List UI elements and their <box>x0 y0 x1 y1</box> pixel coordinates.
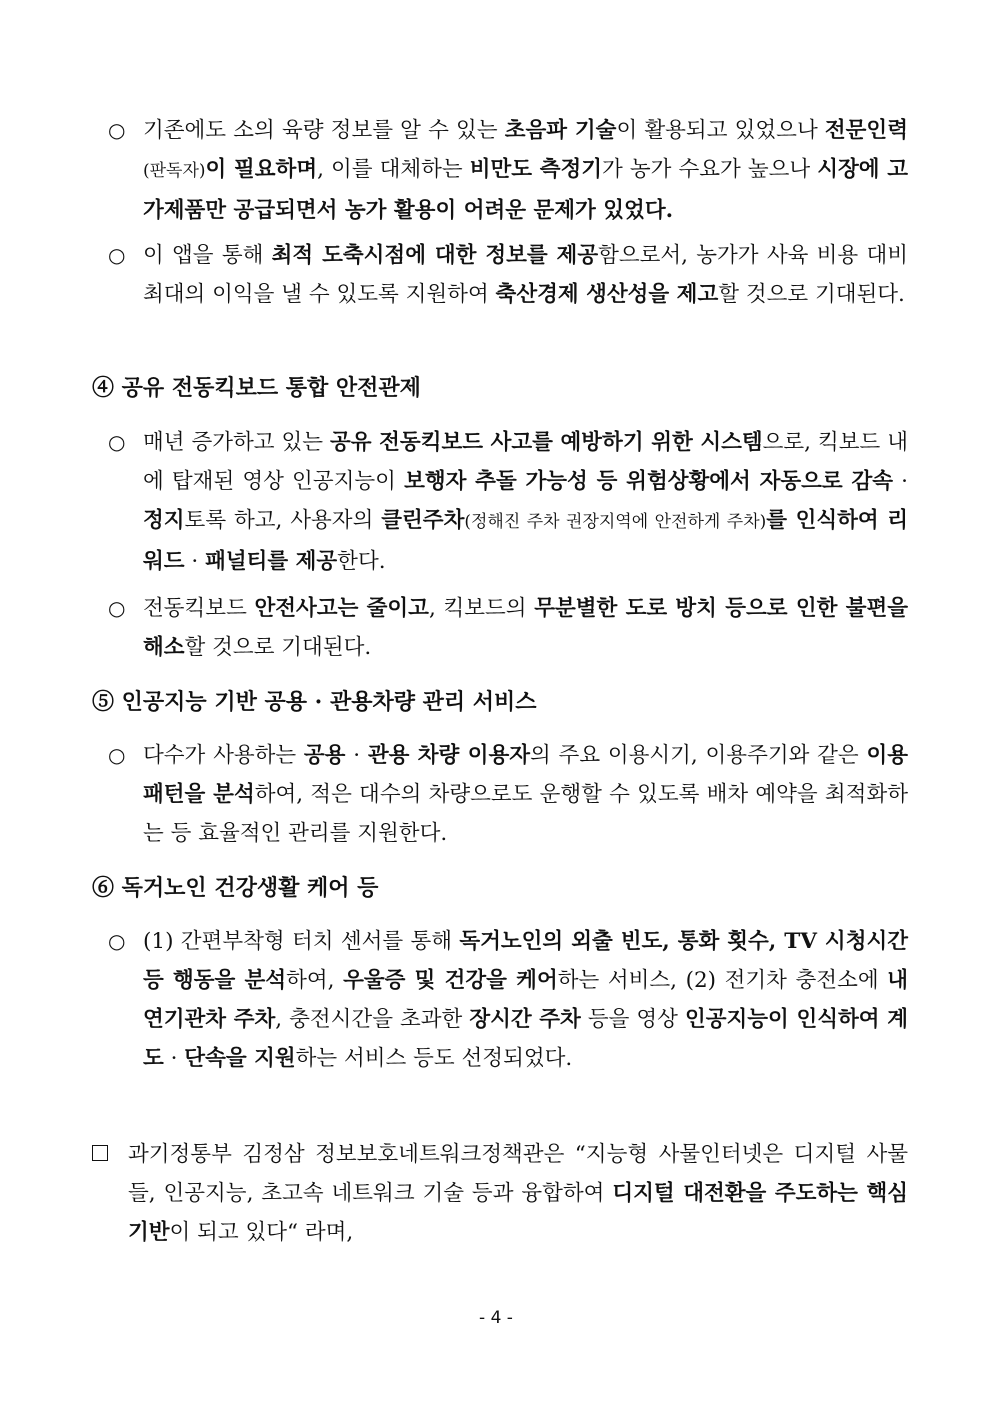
section-heading-vehicle: ⑤ 인공지능 기반 공용 · 관용차량 관리 서비스 <box>92 689 537 715</box>
paragraph-elderly-care <box>108 922 908 1078</box>
section-heading-kickboard: ④ 공유 전동킥보드 통합 안전관제 <box>92 375 421 401</box>
page-number: - 4 - <box>479 1308 513 1328</box>
circle-bullet-icon: ○ <box>108 243 126 267</box>
circle-bullet-icon: ○ <box>108 743 126 767</box>
paragraph-text: 과기정통부 김정삼 정보보호네트워크정책관은 “지능형 사물인터넷은 디지털 사물들, 인공지능, 초고속 네트워크 기술 등과 융합하여 디지털 대전환을 주도하는 핵심 기반이 되고 있다“ 라며, <box>128 1142 908 1245</box>
paragraph-text: 매년 증가하고 있는 공유 전동킥보드 사고를 예방하기 위한 시스템으로, 킥보드 내에 탑재된 영상 인공지능이 보행자 추돌 가능성 등 위험상황에서 자동으로 감속 · 정지토록 하고, 사용자의 클린주차(정해진 주차 권장지역에 안전하게 주차)를 인식하여 리워드 · 패널티를 제공한다. <box>143 430 908 574</box>
paragraph-ultrasound <box>108 111 908 230</box>
square-bullet-icon <box>92 1145 108 1161</box>
circle-bullet-icon: ○ <box>108 118 126 142</box>
paragraph-text: 이 앱을 통해 최적 도축시점에 대한 정보를 제공함으로서, 농가가 사육 비용 대비 최대의 이익을 낼 수 있도록 지원하여 축산경제 생산성을 제고할 것으로 기대된다. <box>143 243 908 307</box>
paragraph-kickboard-system <box>108 423 908 581</box>
section-heading-elderly-care: ⑥ 독거노인 건강생활 케어 등 <box>92 875 379 901</box>
paragraph-text: 전동킥보드 안전사고는 줄이고, 킥보드의 무분별한 도로 방치 등으로 인한 불편을 해소할 것으로 기대된다. <box>143 596 908 660</box>
circle-bullet-icon: ○ <box>108 430 126 454</box>
paragraph-official-quote <box>92 1135 908 1252</box>
paragraph-slaughter-timing <box>108 236 908 314</box>
circle-bullet-icon: ○ <box>108 596 126 620</box>
circle-bullet-icon: ○ <box>108 929 126 953</box>
paragraph-text: 기존에도 소의 육량 정보를 알 수 있는 초음파 기술이 활용되고 있었으나 전문인력(판독자)이 필요하며, 이를 대체하는 비만도 측정기가 농가 수요가 높으나 시장에 고가제품만 공급되면서 농가 활용이 어려운 문제가 있었다. <box>143 118 908 223</box>
paragraph-text: 다수가 사용하는 공용 · 관용 차량 이용자의 주요 이용시기, 이용주기와 같은 이용패턴을 분석하여, 적은 대수의 차량으로도 운행할 수 있도록 배차 예약을 최적화하는 등 효율적인 관리를 지원한다. <box>143 743 908 846</box>
paragraph-kickboard-effect <box>108 589 908 667</box>
paragraph-vehicle-management <box>108 736 908 853</box>
paragraph-text: (1) 간편부착형 터치 센서를 통해 독거노인의 외출 빈도, 통화 횟수, TV 시청시간 등 행동을 분석하여, 우울증 및 건강을 케어하는 서비스, (2) 전기차 충전소에 내연기관차 주차, 충전시간을 초과한 장시간 주차 등을 영상 인공지능이 인식하여 계도 · 단속을 지원하는 서비스 등도 선정되었다. <box>143 929 908 1071</box>
